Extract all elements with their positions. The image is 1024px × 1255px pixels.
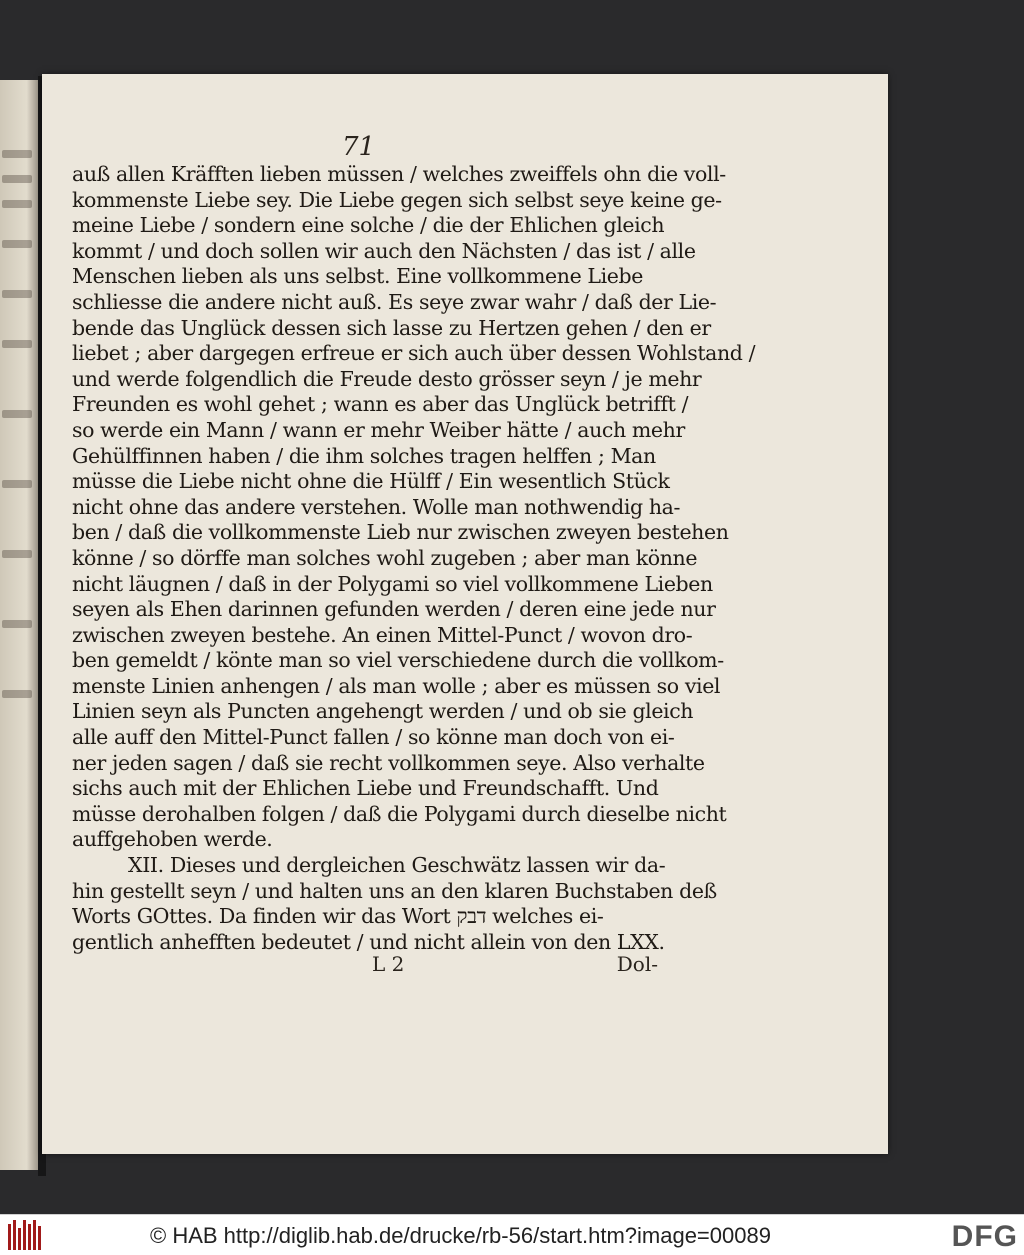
dfg-logo: DFG [951,1220,1018,1253]
catchword: Dol- [616,952,658,976]
text-line: menste Linien anhengen / als man wolle ; aber es müssen so viel [72,673,721,698]
page-footer-row [72,952,658,980]
text-line: alle auff den Mittel-Punct fallen / so könne man doch von ei- [72,725,675,750]
adjacent-page-text-fragment [2,340,32,348]
adjacent-page-text-fragment [2,240,32,248]
scanned-page [42,74,888,1154]
adjacent-page-text-fragment [2,410,32,418]
adjacent-page-text-fragment [2,175,32,183]
text-line: auffgehoben werde. [72,827,273,852]
page-number: 71 [342,132,376,162]
paragraph-heading-line: XII. Dieses und dergleichen Geschwätz lassen wir da- [128,853,666,878]
text-line: ner jeden sagen / daß sie recht vollkommen seye. Also verhalte [72,750,705,775]
text-line: nicht ohne das andere verstehen. Wolle man nothwendig ha- [72,494,680,519]
viewer-footer [0,1214,1024,1255]
text-line: meine Liebe / sondern eine solche / die der Ehlichen gleich [72,213,665,238]
adjacent-page-edge [0,80,38,1170]
hab-library-logo-icon [8,1220,44,1250]
text-line: Linien seyn als Puncten angehengt werden / und ob sie gleich [72,699,694,724]
text-line: Worts GOttes. Da finden wir das Wort דבק welches ei- [72,904,604,929]
text-line: kommenste Liebe sey. Die Liebe gegen sich selbst seye keine ge- [72,187,722,212]
text-line: und werde folgendlich die Freude desto grösser seyn / je mehr [72,366,702,391]
copyright-link[interactable]: © HAB http://diglib.hab.de/drucke/rb-56/start.htm?image=00089 [150,1223,771,1248]
text-line: nicht läugnen / daß in der Polygami so viel vollkommene Lieben [72,571,713,596]
text-line: Menschen lieben als uns selbst. Eine vollkommene Liebe [72,264,643,289]
main-text-block [72,162,756,955]
text-line: sichs auch mit der Ehlichen Liebe und Freundschafft. Und [72,776,659,801]
text-line: müsse derohalben folgen / daß die Polygami durch dieselbe nicht [72,801,727,826]
text-line: hin gestellt seyn / und halten uns an den klaren Buchstaben deß [72,878,717,903]
adjacent-page-text-fragment [2,200,32,208]
text-line: schliesse die andere nicht auß. Es seye zwar wahr / daß der Lie- [72,289,717,314]
text-line: könne / so dörffe man solches wohl zugeben ; aber man könne [72,545,698,570]
text-line: Gehülffinnen haben / die ihm solches tragen helffen ; Man [72,443,656,468]
adjacent-page-text-fragment [2,620,32,628]
text-line: zwischen zweyen bestehe. An einen Mittel-Punct / wovon dro- [72,622,693,647]
text-line: ben gemeldt / könte man so viel verschiedene durch die vollkom- [72,648,724,673]
text-line: ben / daß die vollkommenste Lieb nur zwischen zweyen bestehen [72,520,729,545]
text-line: auß allen Kräfften lieben müssen / welches zweiffels ohn die voll- [72,162,726,186]
text-line: bende das Unglück dessen sich lasse zu Hertzen gehen / den er [72,315,711,340]
adjacent-page-text-fragment [2,150,32,158]
text-line: seyen als Ehen darinnen gefunden werden / deren eine jede nur [72,597,716,622]
adjacent-page-text-fragment [2,550,32,558]
text-line: Freunden es wohl gehet ; wann es aber das Unglück betrifft / [72,392,689,417]
text-line: liebet ; aber dargegen erfreue er sich auch über dessen Wohlstand / [72,341,756,366]
adjacent-page-text-fragment [2,480,32,488]
text-line: müsse die Liebe nicht ohne die Hülff / Ein wesentlich Stück [72,469,670,494]
text-line: gentlich anhefften bedeutet / und nicht allein von den LXX. [72,929,665,954]
adjacent-page-text-fragment [2,290,32,298]
signature-mark: L 2 [372,952,405,976]
adjacent-page-text-fragment [2,690,32,698]
text-line: so werde ein Mann / wann er mehr Weiber hätte / auch mehr [72,417,685,442]
text-line: kommt / und doch sollen wir auch den Nächsten / das ist / alle [72,238,696,263]
